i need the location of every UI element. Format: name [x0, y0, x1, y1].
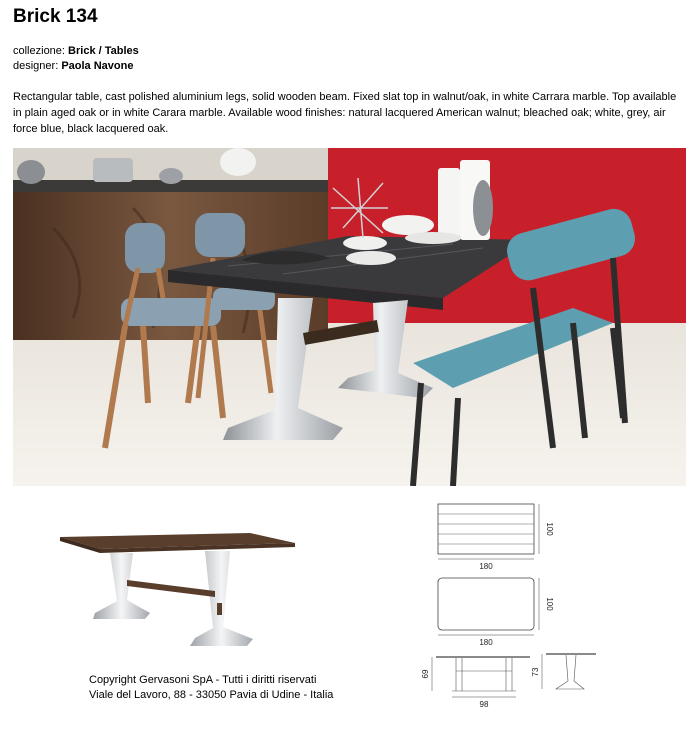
product-render	[55, 525, 305, 655]
chair-back-right	[195, 213, 245, 257]
product-description: Rectangular table, cast polished aluminium legs, solid wooden beam. Fixed slat top in walnut/oak, in white Carrara marble. Top available in plain aged oak or in white Carara marble. Available wood finishes: natural lacquered American walnut; bleached oak; white, grey, air force blue, black lacquered oak.	[13, 91, 677, 135]
designer-value: Paola Navone	[61, 60, 134, 72]
dim-plain-depth: 100	[545, 597, 554, 611]
render-leg	[190, 551, 253, 646]
product-title: Brick 134	[13, 6, 98, 27]
collection-line	[13, 44, 139, 59]
collection-value: Brick / Tables	[68, 45, 139, 57]
chair-back-left	[125, 223, 165, 273]
dim-front-width: 98	[479, 700, 489, 709]
interior-photo	[13, 148, 686, 486]
dim-side-height: 73	[531, 667, 540, 677]
plain-top-view	[438, 578, 554, 647]
collection-label: collezione:	[13, 45, 69, 57]
copyright-block	[89, 673, 333, 703]
product-meta	[13, 44, 139, 74]
address-line: Viale del Lavoro, 88 - 33050 Pavia di Udine - Italia	[89, 689, 334, 701]
dim-front-height: 69	[421, 669, 430, 679]
designer-label: designer:	[13, 60, 62, 72]
side-elevation	[531, 654, 596, 689]
technical-drawings	[418, 496, 630, 716]
dim-plain-width: 180	[479, 638, 493, 647]
slatted-top-view	[438, 504, 554, 571]
dim-top-depth: 100	[545, 522, 554, 536]
designer-line	[13, 59, 139, 74]
front-elevation	[421, 657, 530, 709]
copyright-line: Copyright Gervasoni SpA - Tutti i diritti riservati	[89, 674, 317, 686]
dim-top-width: 180	[479, 562, 493, 571]
